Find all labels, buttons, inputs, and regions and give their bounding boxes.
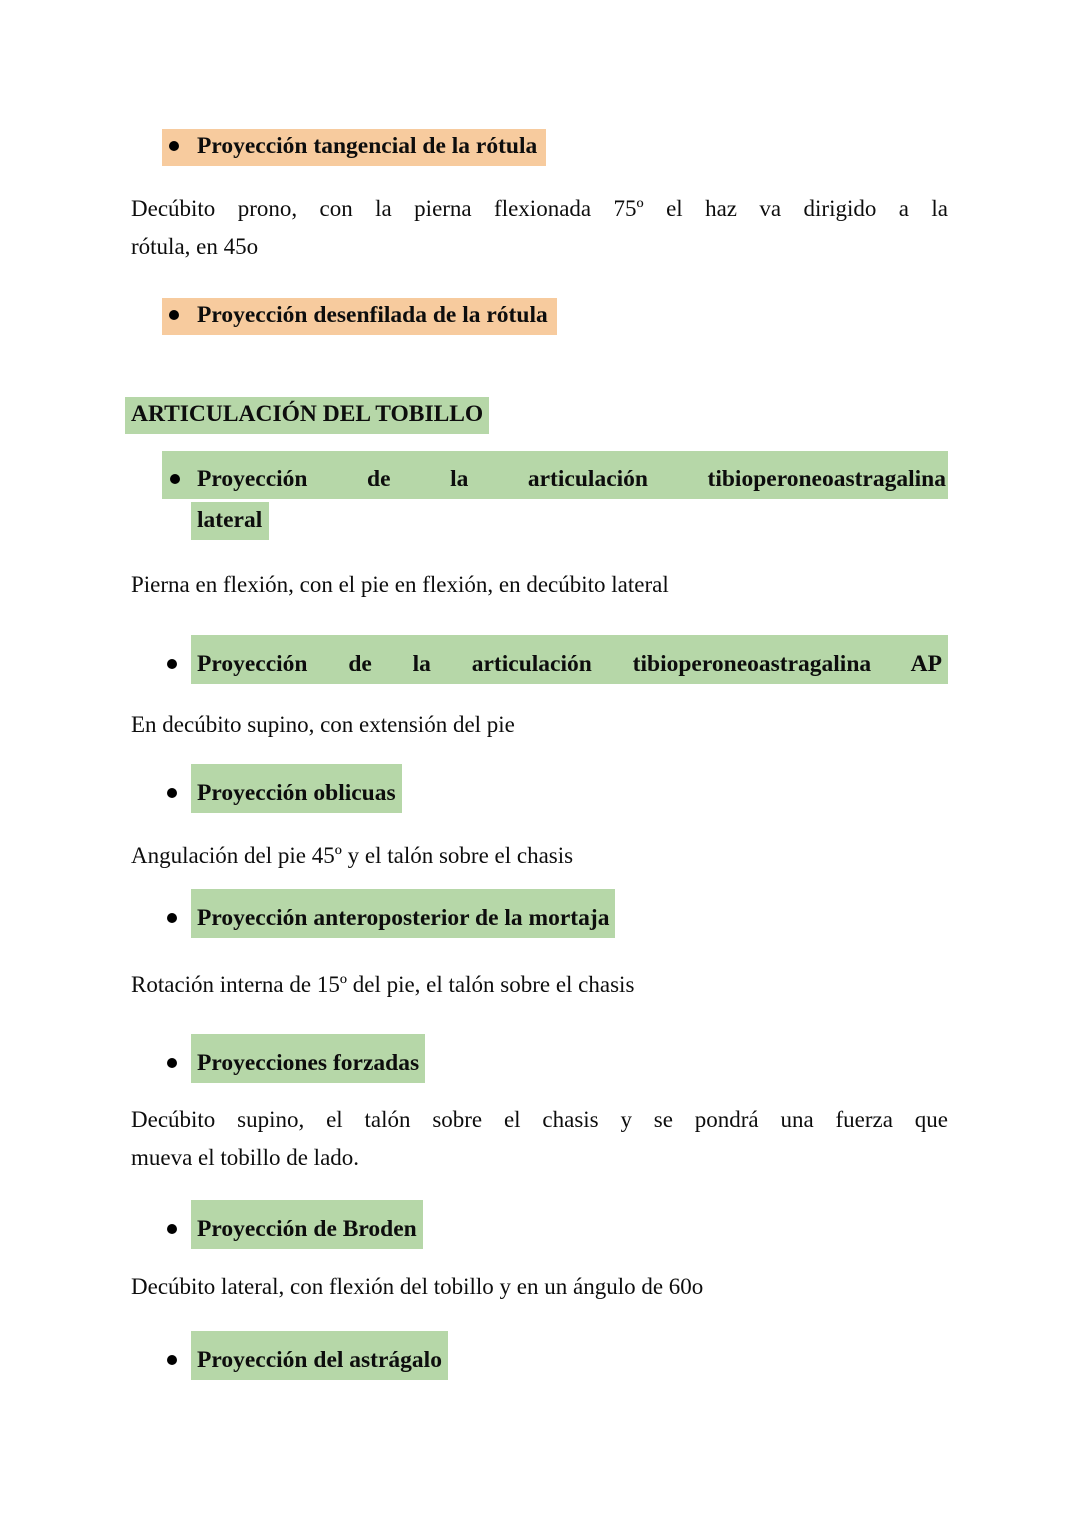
bullet-heading-tibioperoneoastragalina-ap xyxy=(131,635,948,684)
bullet-heading-proyeccion-oblicuas xyxy=(131,764,948,813)
paragraph-line: Rotación interna de 15º del pie, el talón sobre el chasis xyxy=(131,972,635,997)
bullet-heading-proyeccion-de-broden xyxy=(131,1200,948,1249)
paragraph-line: mueva el tobillo de lado. xyxy=(131,1145,360,1170)
bullet-icon xyxy=(170,474,180,484)
heading-text: Proyección de Broden xyxy=(191,1200,423,1249)
paragraph-pierna-en-flexion xyxy=(131,566,948,604)
paragraph-line: Angulación del pie 45º y el talón sobre el chasis xyxy=(131,843,574,868)
section-heading-text: ARTICULACIÓN DEL TOBILLO xyxy=(125,397,489,434)
paragraph-decubito-prono xyxy=(131,190,948,266)
paragraph-decubito-supino-fuerza xyxy=(131,1101,948,1177)
heading-text-line: Proyección de la articulación tibioperoneoastragalina xyxy=(197,466,946,492)
paragraph-line: Decúbito prono, con la pierna flexionada 75º el haz va dirigido a la xyxy=(131,196,948,221)
paragraph-rotacion-interna xyxy=(131,966,948,1004)
highlight-orange xyxy=(162,129,546,166)
bullet-heading-anteroposterior-mortaja xyxy=(131,889,948,938)
paragraph-line: En decúbito supino, con extensión del pie xyxy=(131,712,515,737)
heading-text-line: lateral xyxy=(191,502,269,540)
heading-line-2 xyxy=(197,502,948,540)
bullet-icon xyxy=(169,141,179,151)
bullet-heading-tibioperoneoastragalina-lateral xyxy=(131,451,948,540)
bullet-heading-proyeccion-desenfilada-rotula xyxy=(162,298,948,335)
heading-text: Proyecciones forzadas xyxy=(191,1034,425,1083)
heading-text: Proyección anteroposterior de la mortaja xyxy=(191,889,615,938)
paragraph-line: Decúbito lateral, con flexión del tobillo y en un ángulo de 60o xyxy=(131,1274,704,1299)
heading-text: Proyección de la articulación tibioperoneoastragalina AP xyxy=(191,635,948,684)
bullet-icon xyxy=(167,1355,177,1365)
bullet-heading-proyeccion-tangencial-rotula xyxy=(162,129,948,166)
document-content xyxy=(131,0,948,1380)
paragraph-line: rótula, en 45o xyxy=(131,234,259,259)
bullet-icon xyxy=(167,1224,177,1234)
section-heading-articulacion-del-tobillo xyxy=(131,397,948,434)
bullet-icon xyxy=(167,788,177,798)
heading-text: Proyección oblicuas xyxy=(191,764,402,813)
paragraph-line: Decúbito supino, el talón sobre el chasis y se pondrá una fuerza que xyxy=(131,1107,948,1132)
bullet-icon xyxy=(167,659,177,669)
highlight-green xyxy=(162,451,948,499)
paragraph-decubito-lateral xyxy=(131,1268,948,1306)
heading-text: Proyección tangencial de la rótula xyxy=(197,133,538,159)
heading-text: Proyección del astrágalo xyxy=(191,1331,448,1380)
paragraph-angulacion-del-pie xyxy=(131,837,948,875)
bullet-heading-proyecciones-forzadas xyxy=(131,1034,948,1083)
bullet-icon xyxy=(169,310,179,320)
highlight-orange xyxy=(162,298,557,335)
heading-text: Proyección desenfilada de la rótula xyxy=(197,302,548,328)
bullet-icon xyxy=(167,1058,177,1068)
bullet-icon xyxy=(167,913,177,923)
paragraph-line: Pierna en flexión, con el pie en flexión, en decúbito lateral xyxy=(131,572,669,597)
bullet-heading-proyeccion-del-astragalo xyxy=(131,1331,948,1380)
paragraph-en-decubito-supino xyxy=(131,706,948,744)
